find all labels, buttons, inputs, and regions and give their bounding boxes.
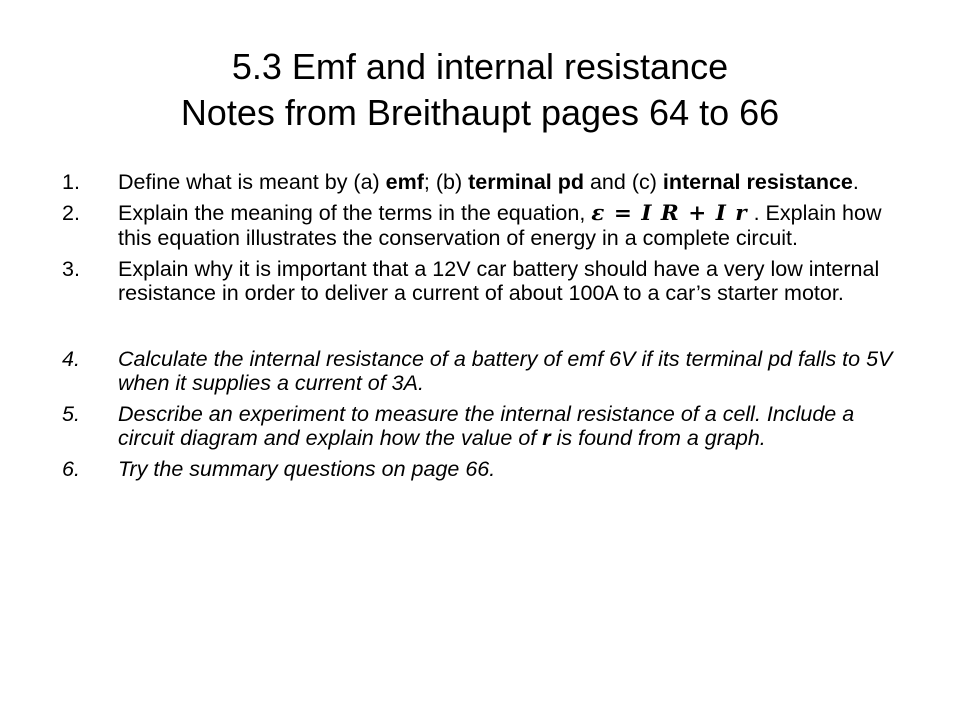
bold-term: r xyxy=(542,426,551,450)
question-text xyxy=(118,457,495,481)
text-run: . xyxy=(852,170,859,194)
text-run: Try the summary questions on page 66. xyxy=(118,457,496,481)
text-run: . Explain how this equation illustrates the conservation of energy in a complete circuit. xyxy=(118,201,882,250)
question-number: 6. xyxy=(62,457,80,481)
text-run: Explain why it is important that a 12V car battery should have a very low internal resistance in order to deliver a current of about 100A to a car’s starter motor. xyxy=(118,257,880,305)
equation: ε = I R + I r xyxy=(591,201,748,226)
question-list xyxy=(62,170,902,488)
question-number: 4. xyxy=(62,347,80,371)
question-number: 3. xyxy=(62,257,80,281)
question-number: 1. xyxy=(62,170,80,194)
text-run: Define what is meant by (a) xyxy=(118,170,386,194)
question-number: 2. xyxy=(62,201,80,225)
question-text xyxy=(118,201,881,250)
question-item xyxy=(62,257,902,305)
list-spacer xyxy=(62,312,902,347)
text-run: Explain the meaning of the terms in the equation, xyxy=(118,201,592,225)
question-text xyxy=(118,170,859,194)
bold-term: emf xyxy=(385,170,424,194)
question-item xyxy=(62,402,902,450)
text-run: and (c) xyxy=(584,170,663,194)
text-run: Describe an experiment to measure the internal resistance of a cell. Include a circuit diagram and explain how the value of xyxy=(118,402,855,450)
question-item xyxy=(62,347,902,395)
question-item xyxy=(62,201,902,250)
bold-term: internal resistance xyxy=(662,170,853,194)
title-line-2: Notes from Breithaupt pages 64 to 66 xyxy=(180,92,780,133)
question-text xyxy=(118,257,879,305)
question-item xyxy=(62,170,902,194)
text-run: ; (b) xyxy=(423,170,469,194)
text-run: is found from a graph. xyxy=(550,426,766,450)
question-item xyxy=(62,457,902,481)
question-text xyxy=(118,347,892,395)
slide-title xyxy=(60,44,900,136)
text-run: Calculate the internal resistance of a battery of emf 6V if its terminal pd falls to 5V when it supplies a current of 3A. xyxy=(118,347,893,395)
question-text xyxy=(118,402,854,450)
title-line-1: 5.3 Emf and internal resistance xyxy=(231,46,729,87)
question-number: 5. xyxy=(62,402,80,426)
bold-term: terminal pd xyxy=(468,170,584,194)
